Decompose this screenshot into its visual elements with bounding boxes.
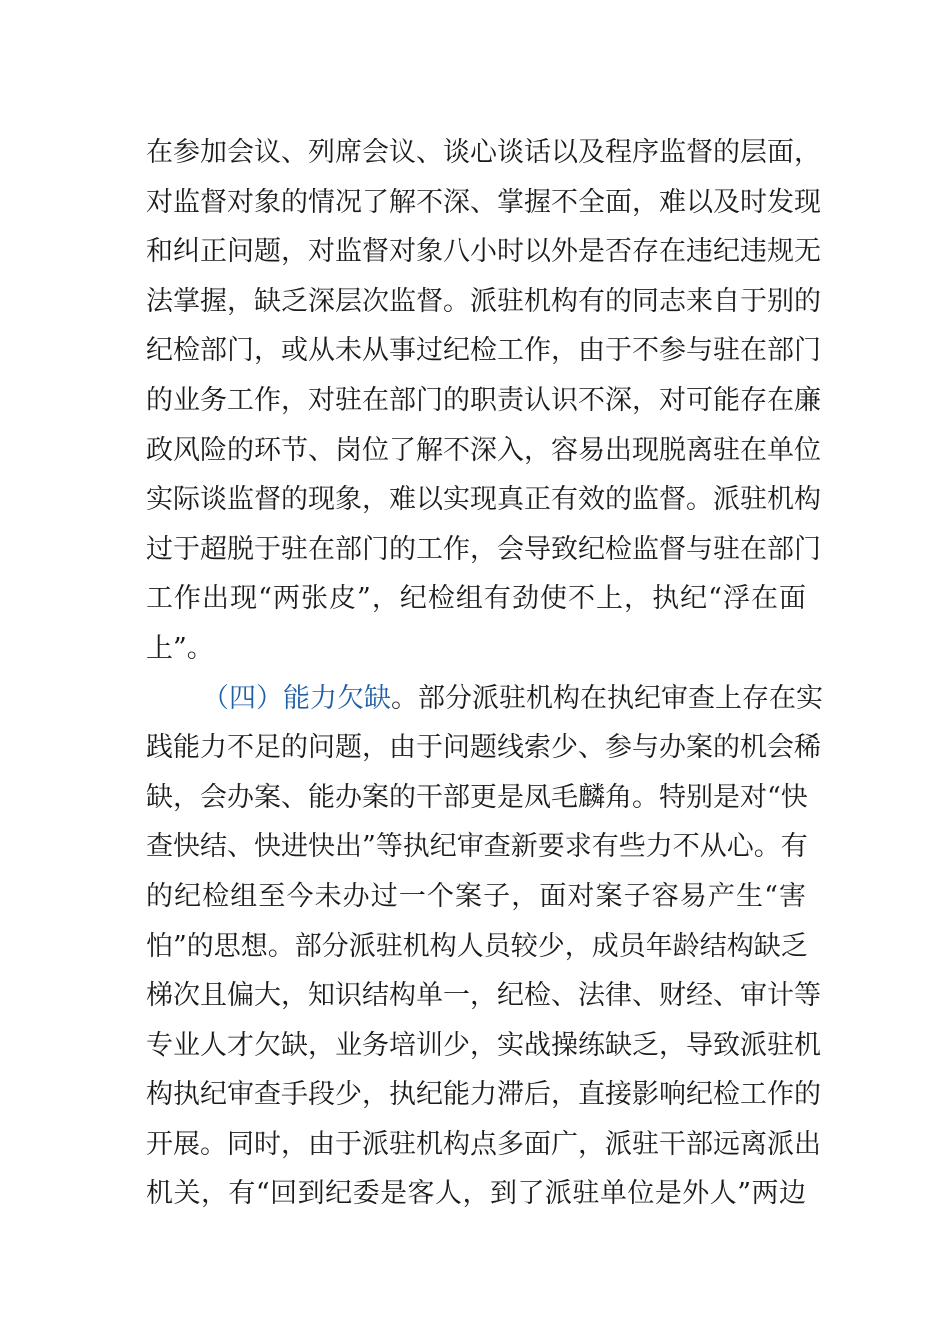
- text-line: 实际谈监督的现象，难以实现真正有效的监督。派驻机构: [146, 484, 821, 516]
- text-line: 对监督对象的情况了解不深、掌握不全面，难以及时发现: [146, 186, 821, 218]
- text-line: 专业人才欠缺，业务培训少，实战操练缺乏，导致派驻机: [146, 1029, 821, 1061]
- paragraph-2: [146, 674, 823, 1220]
- text-line: 践能力不足的问题，由于问题线索少、参与办案的机会稀: [146, 732, 821, 764]
- text-line: 政风险的环节、岗位了解不深入，容易出现脱离驻在单位: [146, 434, 821, 466]
- text-line: 缺，会办案、能办案的干部更是凤毛麟角。特别是对“快: [146, 781, 808, 813]
- text-line: 的纪检组至今未办过一个案子，面对案子容易产生“害: [146, 880, 806, 912]
- text-line: 的业务工作，对驻在部门的职责认识不深，对可能存在廉: [146, 384, 821, 416]
- text-line: 开展。同时，由于派驻机构点多面广，派驻干部远离派出: [146, 1128, 821, 1160]
- text-line-with-heading: [146, 674, 823, 724]
- heading-line-rest: 。部分派驻机构在执纪审查上存在实: [391, 682, 823, 714]
- text-line: 机关，有“回到纪委是客人，到了派驻单位是外人”两边: [146, 1178, 806, 1210]
- text-line: 过于超脱于驻在部门的工作，会导致纪检监督与驻在部门: [146, 533, 821, 565]
- text-line: 工作出现“两张皮”，纪检组有劲使不上，执纪“浮在面: [146, 583, 806, 615]
- section-heading: （四）能力欠缺: [202, 682, 391, 714]
- text-line: 在参加会议、列席会议、谈心谈话以及程序监督的层面，: [146, 137, 821, 168]
- text-line: 查快结、快进快出”等执纪审查新要求有些力不从心。有: [146, 831, 808, 863]
- paragraph-1: [146, 128, 821, 674]
- text-line: 和纠正问题，对监督对象八小时以外是否存在违纪违规无: [146, 236, 821, 268]
- text-line: 怕”的思想。部分派驻机构人员较少，成员年龄结构缺乏: [146, 930, 808, 962]
- text-line: 梯次且偏大，知识结构单一，纪检、法律、财经、审计等: [146, 980, 821, 1012]
- text-line: 上”。: [146, 632, 214, 664]
- text-line: 构执纪审查手段少，执纪能力滞后，直接影响纪检工作的: [146, 1079, 821, 1111]
- body-text: [146, 128, 823, 1219]
- text-line: 法掌握，缺乏深层次监督。派驻机构有的同志来自于别的: [146, 285, 821, 317]
- text-line: 纪检部门，或从未从事过纪检工作，由于不参与驻在部门: [146, 335, 821, 367]
